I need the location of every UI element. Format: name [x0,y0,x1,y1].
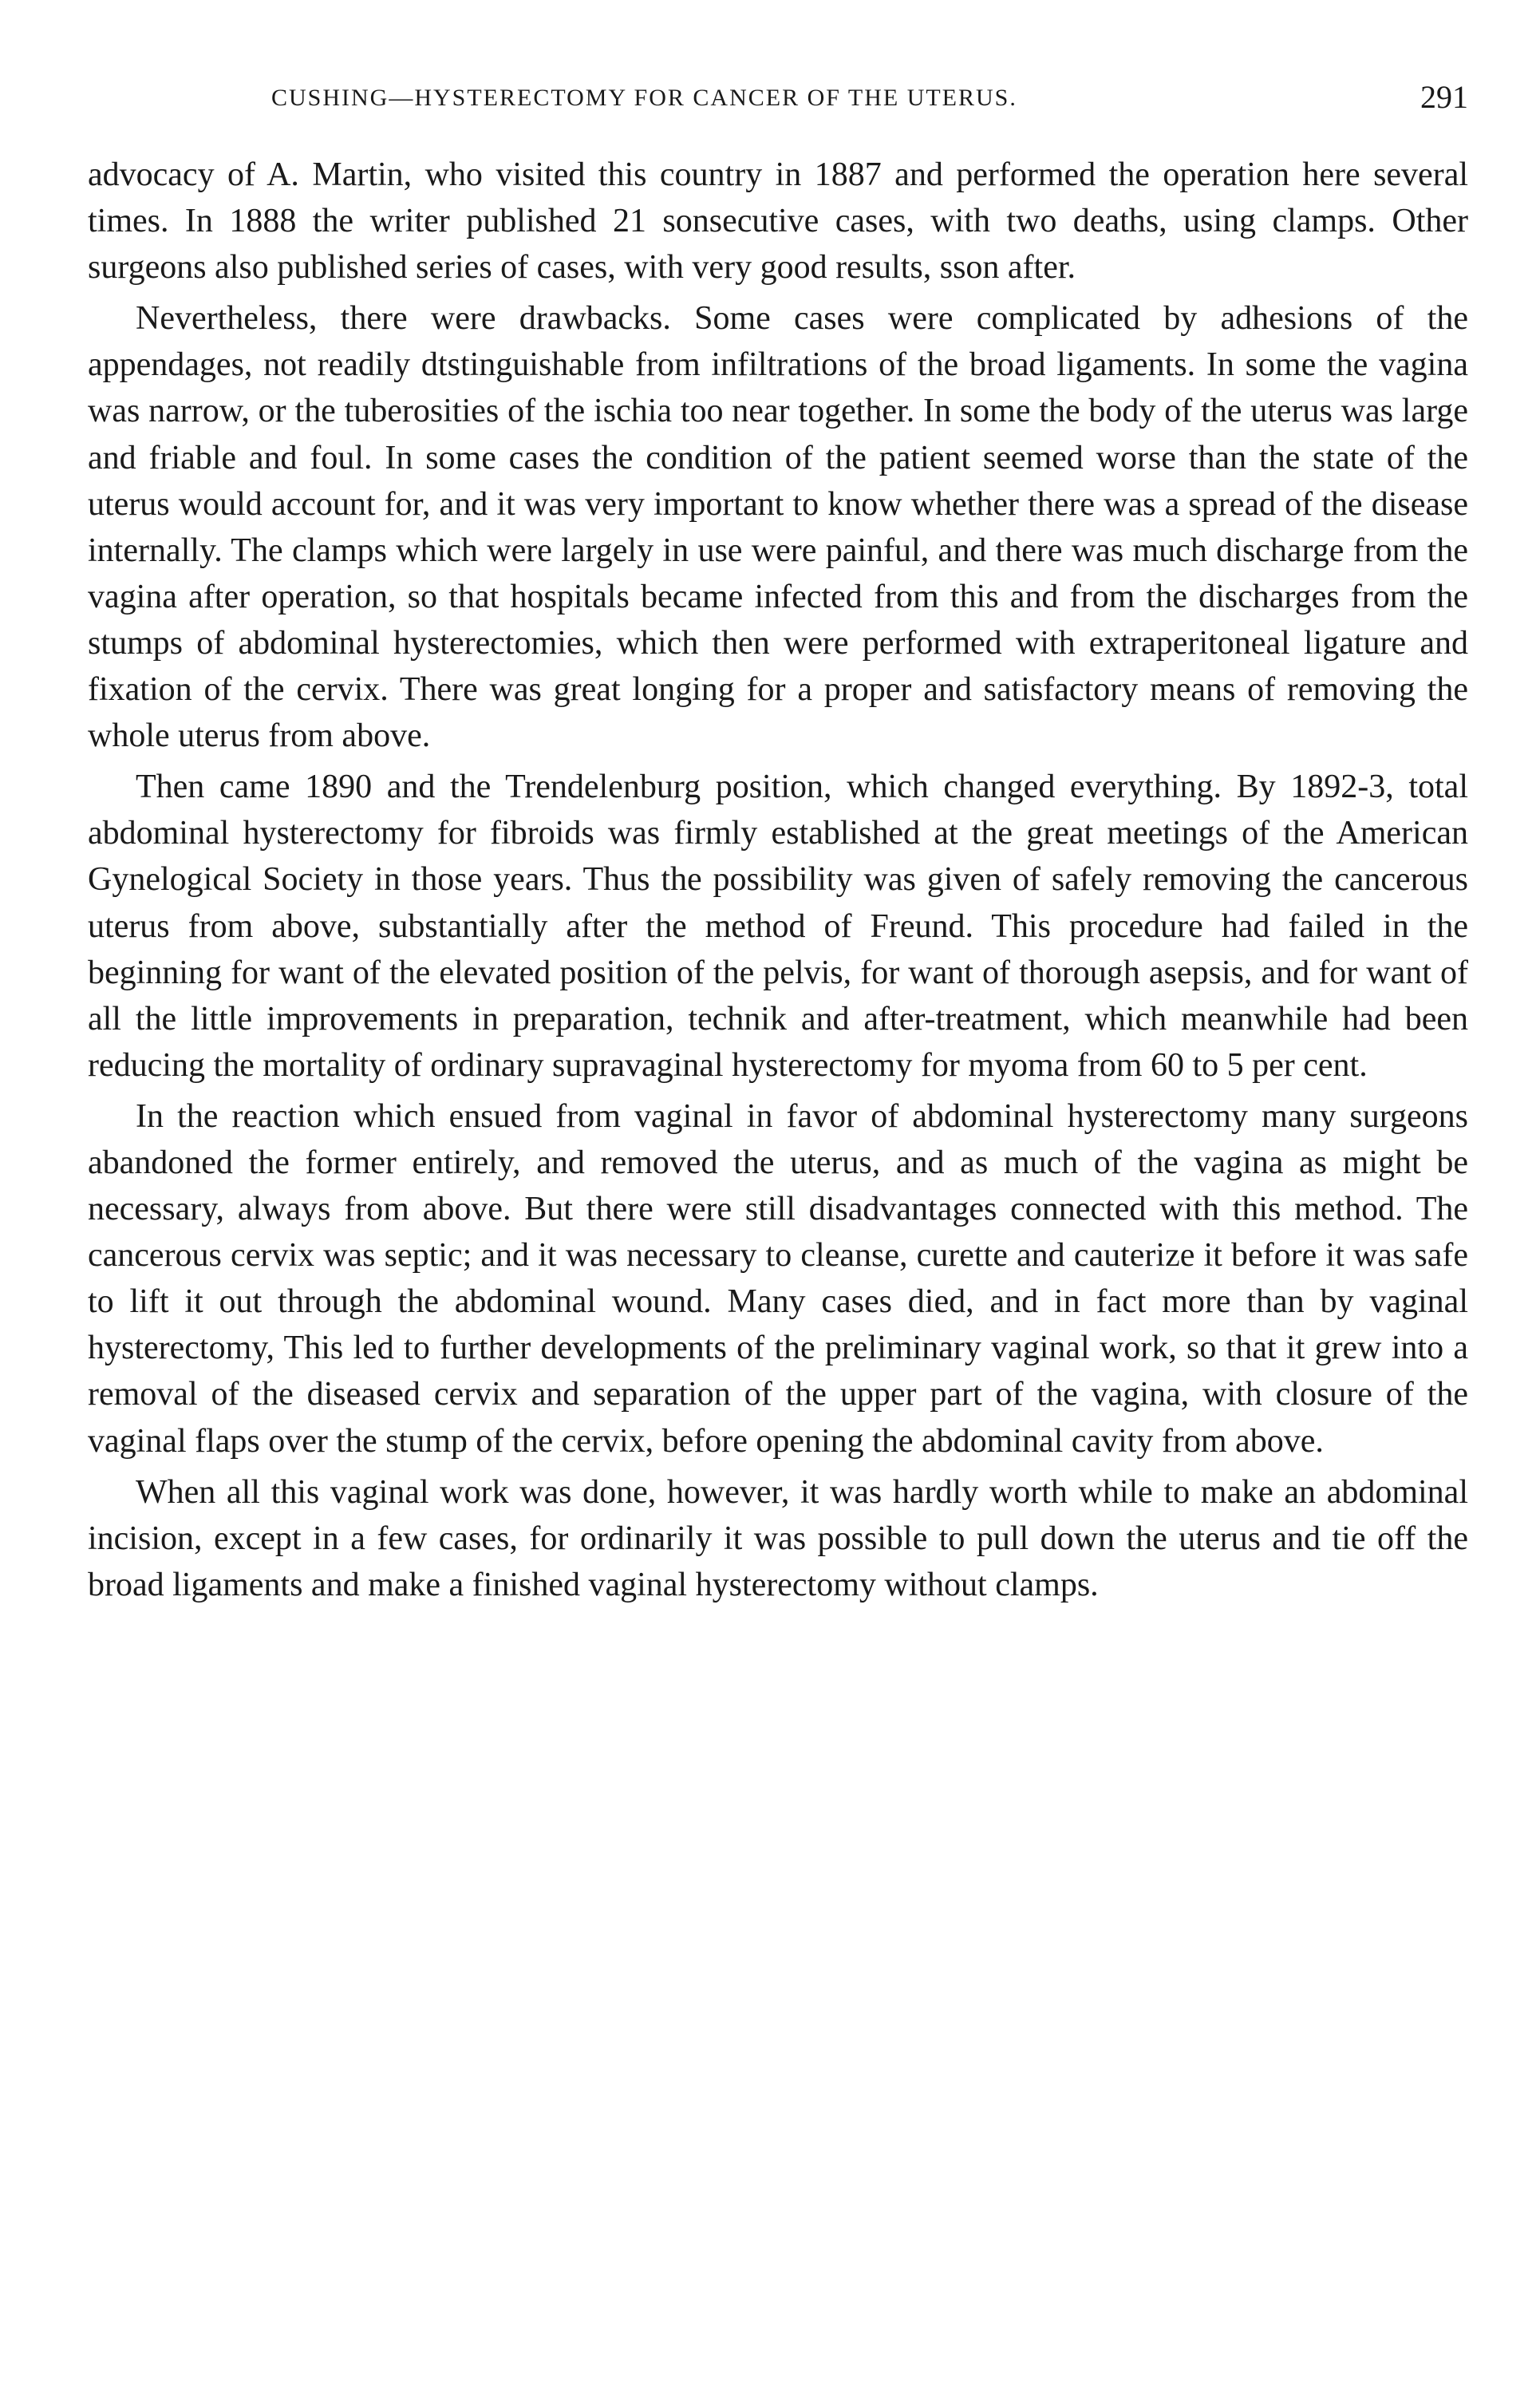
body-text [88,152,1468,1613]
running-head: CUSHING—HYSTERECTOMY FOR CANCER OF THE UTERUS. [271,85,1017,111]
paragraph-3: Then came 1890 and the Trendelenburg position, which changed everything. By 1892-3, total abdominal hysterectomy for fibroids was firmly established at the great meetings of the American Gynelogical Society in those years. Thus the possibility was given of safely removing the cancerous uterus from above, substantially after the method of Freund. This procedure had failed in the beginning for want of the elevated position of the pelvis, for want of thorough asepsis, and for want of all the little improvements in preparation, technik and after-treatment, which meanwhile had been reducing the mortality of ordinary supravaginal hysterectomy for myoma from 60 to 5 per cent. [88,769,1468,1084]
paragraph-4: In the reaction which ensued from vaginal in favor of abdominal hysterectomy many surgeons abandoned the former entirely, and removed the uterus, and as much of the vagina as might be necessary, always from above. But there were still disadvantages connected with this method. The cancerous cervix was septic; and it was necessary to cleanse, curette and cauterize it before it was safe to lift it out through the abdominal wound. Many cases died, and in fact more than by vaginal hysterectomy, This led to further developments of the preliminary vaginal work, so that it grew into a removal of the diseased cervix and separation of the upper part of the vagina, with closure of the vaginal flaps over the stump of the cervix, before opening the abdominal cavity from above. [88,1097,1468,1460]
page-number: 291 [1420,79,1468,115]
page-header [88,78,1468,126]
paragraph-1: advocacy of A. Martin, who visited this country in 1887 and performed the operation here several times. In 1888 the writer published 21 sonsecutive cases, with two deaths, using clamps. Other surgeons also published series of cases, with very good results, sson after. [88,156,1468,287]
paragraph-5: When all this vaginal work was done, however, it was hardly worth while to make an abdominal incision, except in a few cases, for ordinarily it was possible to pull down the uterus and tie off the broad ligaments and make a finished vaginal hysterectomy without clamps. [88,1473,1468,1603]
paragraph-2: Nevertheless, there were drawbacks. Some cases were complicated by adhesions of the appendages, not readily dtstinguishable from infiltrations of the broad ligaments. In some the vagina was narrow, or the tuberosities of the ischia too near together. In some the body of the uterus was large and friable and foul. In some cases the condition of the patient seemed worse than the state of the uterus would account for, and it was very important to know whether there was a spread of the disease internally. The clamps which were largely in use were painful, and there was much discharge from the vagina after operation, so that hospitals became infected from this and from the discharges from the stumps of abdominal hysterectomies, which then were performed with extraperitoneal ligature and fixation of the cervix. There was great longing for a proper and satisfactory means of removing the whole uterus from above. [88,300,1468,755]
